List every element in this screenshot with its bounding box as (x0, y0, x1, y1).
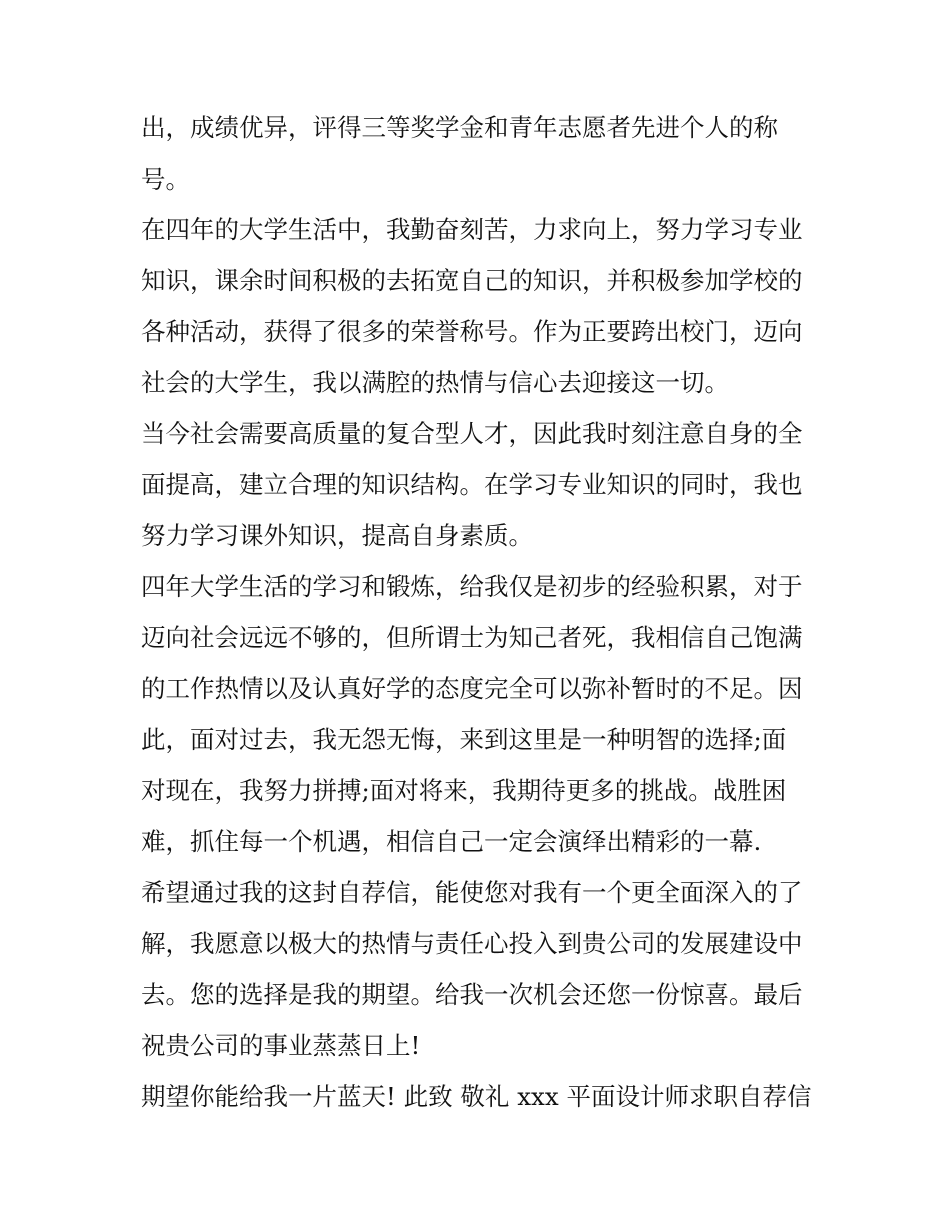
text-line: 迈向社会远远不够的，但所谓士为知己者死，我相信自己饱满 (141, 623, 803, 652)
text-line: 知识，课余时间积极的去拓宽自己的知识，并积极参加学校的 (141, 266, 803, 295)
text-line: 出，成绩优异，评得三等奖学金和青年志愿者先进个人的称 (141, 113, 778, 142)
text-line: 社会的大学生，我以满腔的热情与信心去迎接这一切。 (141, 368, 729, 397)
text-line: 当今社会需要高质量的复合型人才，因此我时刻注意自身的全 (141, 419, 803, 448)
text-line: 对现在，我努力拼搏;面对将来，我期待更多的挑战。战胜困 (141, 776, 787, 805)
text-line: 在四年的大学生活中，我勤奋刻苦，力求向上，努力学习专业 (141, 215, 803, 244)
text-line: 难，抓住每一个机遇，相信自己一定会演绎出精彩的一幕. (141, 827, 762, 856)
text-line: 解，我愿意以极大的热情与责任心投入到贵公司的发展建设中 (141, 929, 803, 958)
text-line: 努力学习课外知识，提高自身素质。 (141, 521, 533, 550)
text-line: 此，面对过去，我无怨无悔，来到这里是一种明智的选择;面 (141, 725, 787, 754)
text-line: 号。 (141, 165, 190, 194)
text-line: 期望你能给我一片蓝天! 此致 敬礼 xxx 平面设计师求职自荐信 (141, 1082, 812, 1111)
text-line: 希望通过我的这封自荐信，能使您对我有一个更全面深入的了 (141, 878, 803, 907)
text-line: 祝贵公司的事业蒸蒸日上! (141, 1031, 421, 1060)
text-line: 去。您的选择是我的期望。给我一次机会还您一份惊喜。最后 (141, 980, 803, 1009)
text-line: 四年大学生活的学习和锻炼，给我仅是初步的经验积累，对于 (141, 572, 803, 601)
text-line: 的工作热情以及认真好学的态度完全可以弥补暂时的不足。因 (141, 674, 803, 703)
text-line: 各种活动，获得了很多的荣誉称号。作为正要跨出校门，迈向 (141, 317, 803, 346)
text-line: 面提高，建立合理的知识结构。在学习专业知识的同时，我也 (141, 470, 803, 499)
